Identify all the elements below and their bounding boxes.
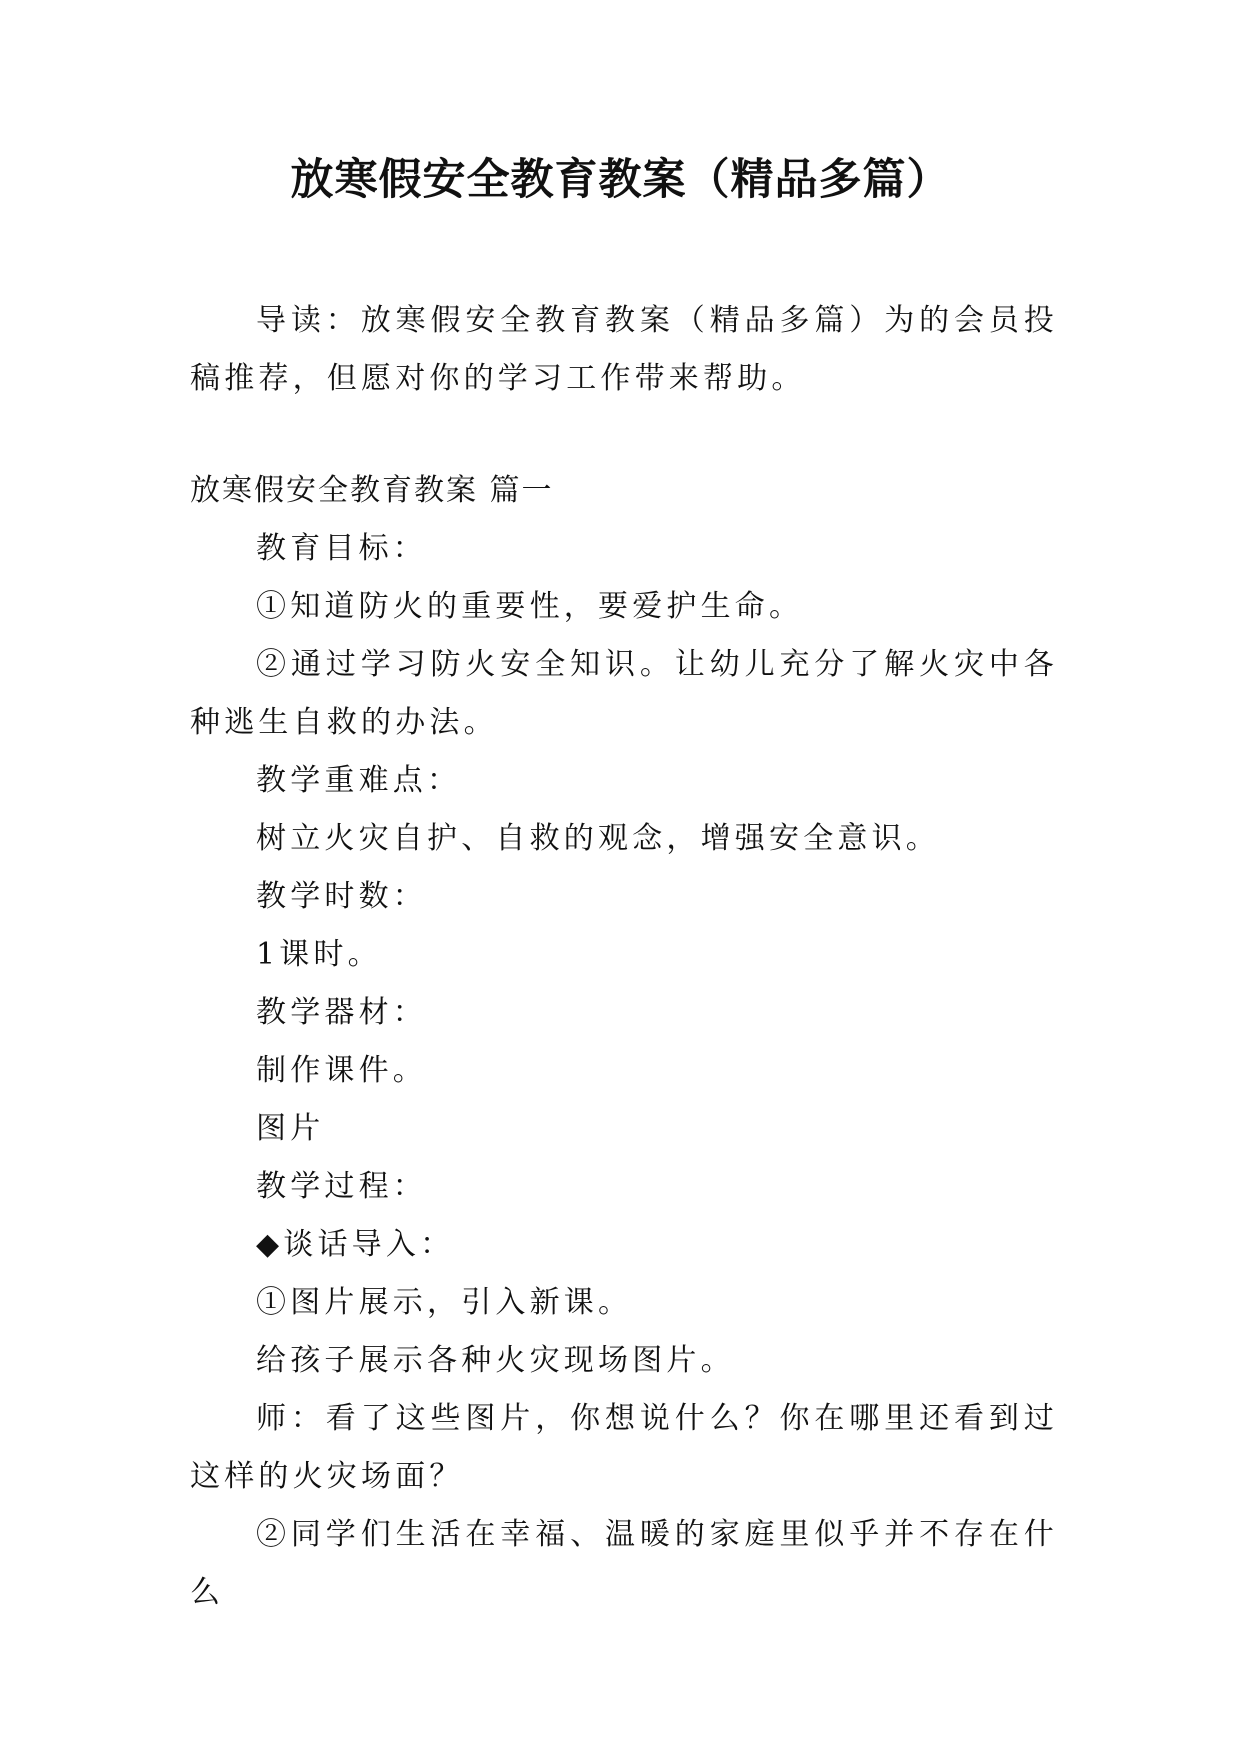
paragraph: 给孩子展示各种火灾现场图片。 — [256, 1343, 735, 1378]
section-heading: 放寒假安全教育教案 篇一 — [190, 473, 554, 508]
paragraph: 师：看了这些图片，你想说什么？你在哪里还看到过这样的火灾场面？ — [190, 1401, 1058, 1494]
paragraph: ②通过学习防火安全知识。让幼儿充分了解火灾中各种逃生自救的办法。 — [190, 647, 1058, 740]
paragraph: 教学时数： — [256, 879, 427, 914]
paragraph: ①图片展示，引入新课。 — [256, 1285, 633, 1320]
intro-paragraph: 导读：放寒假安全教育教案（精品多篇）为的会员投稿推荐，但愿对你的学习工作带来帮助。 — [190, 303, 1058, 396]
document-title: 放寒假安全教育教案（精品多篇） — [290, 155, 951, 205]
paragraph: 树立火灾自护、自救的观念，增强安全意识。 — [256, 821, 940, 856]
paragraph: ①知道防火的重要性，要爱护生命。 — [256, 589, 804, 624]
paragraph: 制作课件。 — [256, 1053, 427, 1088]
paragraph: 1课时。 — [256, 937, 382, 972]
document-body — [190, 520, 1058, 1622]
paragraph: ◆谈话导入： — [256, 1227, 455, 1262]
paragraph: ②同学们生活在幸福、温暖的家庭里似乎并不存在什么 — [190, 1517, 1058, 1610]
paragraph: 图片 — [256, 1111, 325, 1146]
paragraph: 教育目标： — [256, 531, 427, 566]
paragraph: 教学重难点： — [256, 763, 462, 798]
paragraph: 教学过程： — [256, 1169, 427, 1204]
paragraph: 教学器材： — [256, 995, 427, 1030]
